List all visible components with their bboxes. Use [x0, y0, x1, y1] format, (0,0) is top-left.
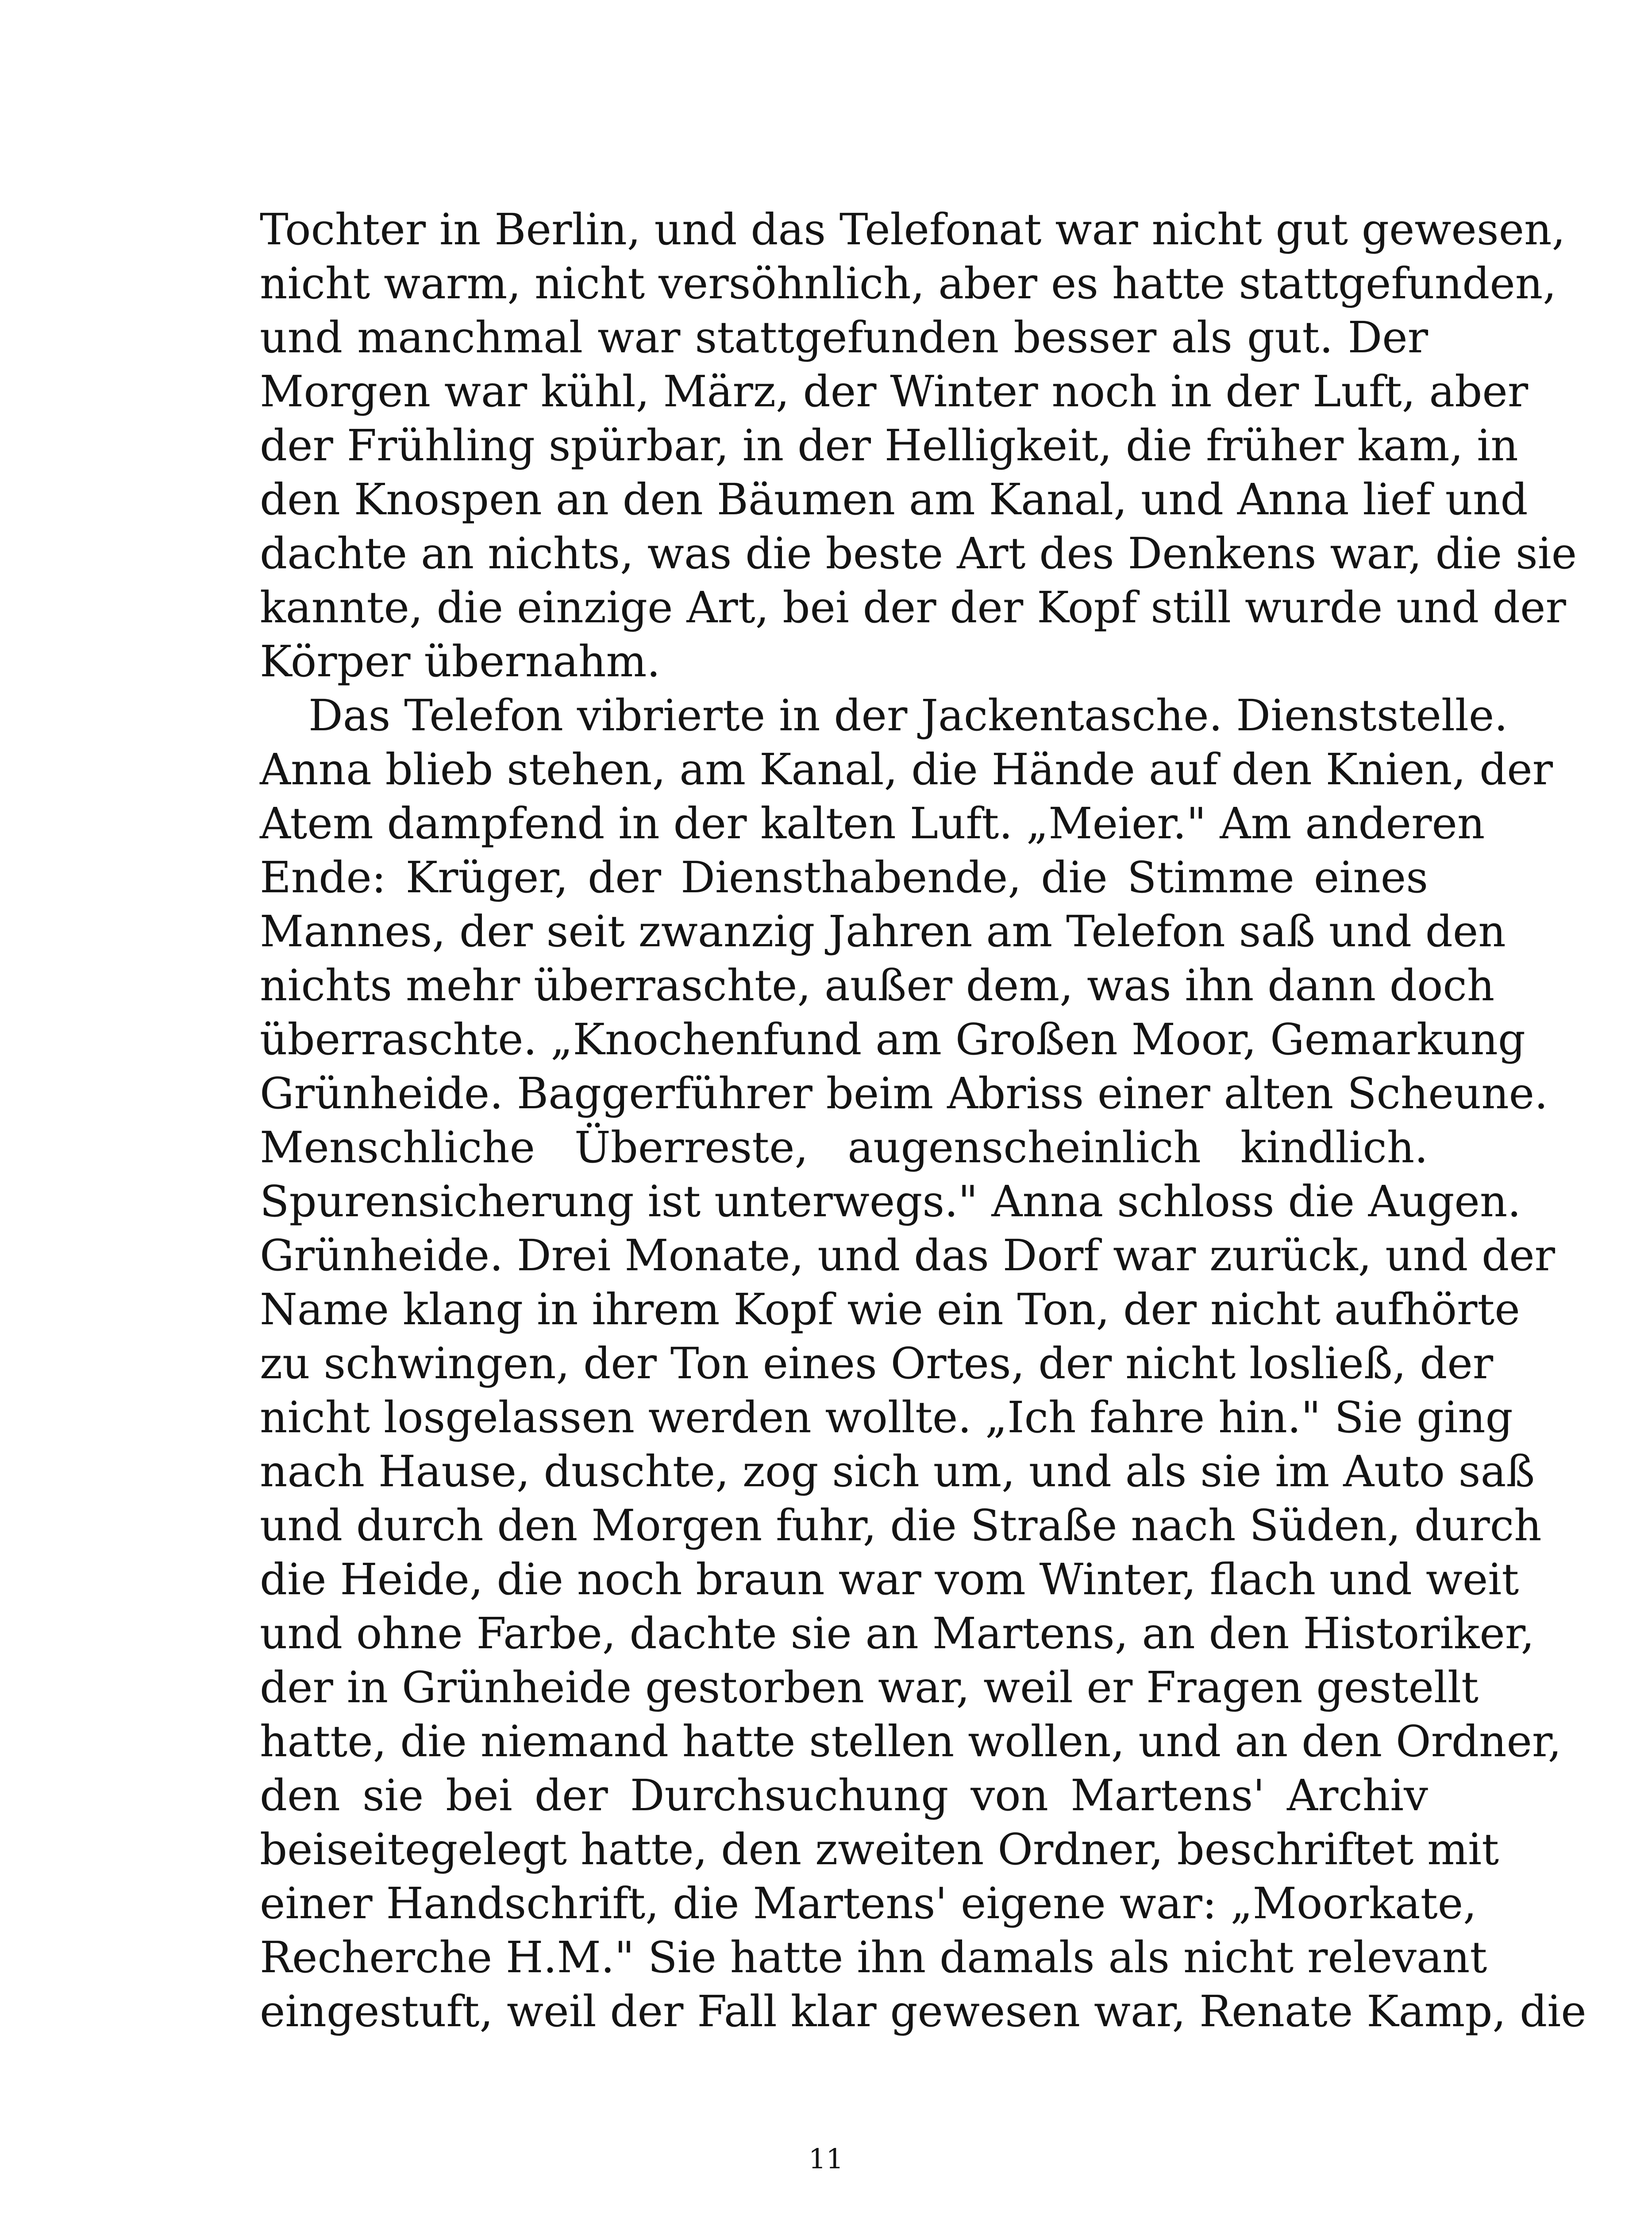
- text-line: kannte, die einzige Art, bei der der Kopf still wurde und der: [260, 582, 1566, 632]
- text-line: Name klang in ihrem Kopf wie ein Ton, der nicht aufhörte: [260, 1284, 1520, 1334]
- text-line: nicht losgelassen werden wollte. „Ich fahre hin." Sie ging: [260, 1392, 1513, 1442]
- text-line: einer Handschrift, die Martens' eigene war: „Moorkate,: [260, 1878, 1477, 1928]
- text-line: nichts mehr überraschte, außer dem, was ihn dann doch: [260, 960, 1495, 1010]
- text-line: den sie bei der Durchsuchung von Martens' Archiv: [260, 1770, 1428, 1820]
- text-line: Recherche H.M." Sie hatte ihn damals als nicht relevant: [260, 1932, 1487, 1982]
- text-line: dachte an nichts, was die beste Art des Denkens war, die sie: [260, 528, 1577, 578]
- text-line: eingestuft, weil der Fall klar gewesen war, Renate Kamp, die: [260, 1986, 1587, 2036]
- text-line: Spurensicherung ist unterwegs." Anna schloss die Augen.: [260, 1176, 1521, 1226]
- text-line: nicht warm, nicht versöhnlich, aber es hatte stattgefunden,: [260, 258, 1557, 308]
- text-line: Körper übernahm.: [260, 636, 661, 686]
- text-line: die Heide, die noch braun war vom Winter, flach und weit: [260, 1554, 1519, 1604]
- text-line: und ohne Farbe, dachte sie an Martens, an den Historiker,: [260, 1608, 1535, 1658]
- text-line: Anna blieb stehen, am Kanal, die Hände auf den Knien, der: [260, 744, 1553, 794]
- text-line: und durch den Morgen fuhr, die Straße nach Süden, durch: [260, 1500, 1542, 1550]
- text-line: Mannes, der seit zwanzig Jahren am Telefon saß und den: [260, 906, 1506, 956]
- text-line: hatte, die niemand hatte stellen wollen, und an den Ordner,: [260, 1716, 1562, 1766]
- text-line: Menschliche Überreste, augenscheinlich kindlich.: [260, 1122, 1428, 1172]
- text-line: der in Grünheide gestorben war, weil er Fragen gestellt: [260, 1662, 1479, 1712]
- body-text: [260, 203, 1587, 2039]
- text-line: und manchmal war stattgefunden besser als gut. Der: [260, 312, 1428, 362]
- text-line: den Knospen an den Bäumen am Kanal, und Anna lief und: [260, 474, 1528, 524]
- text-line: Morgen war kühl, März, der Winter noch in der Luft, aber: [260, 366, 1529, 416]
- text-line: überraschte. „Knochenfund am Großen Moor, Gemarkung: [260, 1014, 1525, 1064]
- text-line: der Frühling spürbar, in der Helligkeit, die früher kam, in: [260, 420, 1518, 470]
- text-line: Ende: Krüger, der Diensthabende, die Stimme eines: [260, 852, 1428, 902]
- text-line: Grünheide. Baggerführer beim Abriss einer alten Scheune.: [260, 1068, 1548, 1118]
- text-line: zu schwingen, der Ton eines Ortes, der nicht losließ, der: [260, 1338, 1494, 1388]
- text-line: Tochter in Berlin, und das Telefonat war nicht gut gewesen,: [260, 204, 1566, 254]
- page-number: 11: [809, 2143, 843, 2175]
- text-line: nach Hause, duschte, zog sich um, und als sie im Auto saß: [260, 1446, 1535, 1496]
- text-line: Atem dampfend in der kalten Luft. „Meier." Am anderen: [260, 798, 1485, 848]
- text-line: Grünheide. Drei Monate, und das Dorf war zurück, und der: [260, 1230, 1556, 1280]
- text-line: beiseitegelegt hatte, den zweiten Ordner, beschriftet mit: [260, 1824, 1499, 1874]
- text-line: Das Telefon vibrierte in der Jackentasche. Dienststelle.: [308, 690, 1508, 740]
